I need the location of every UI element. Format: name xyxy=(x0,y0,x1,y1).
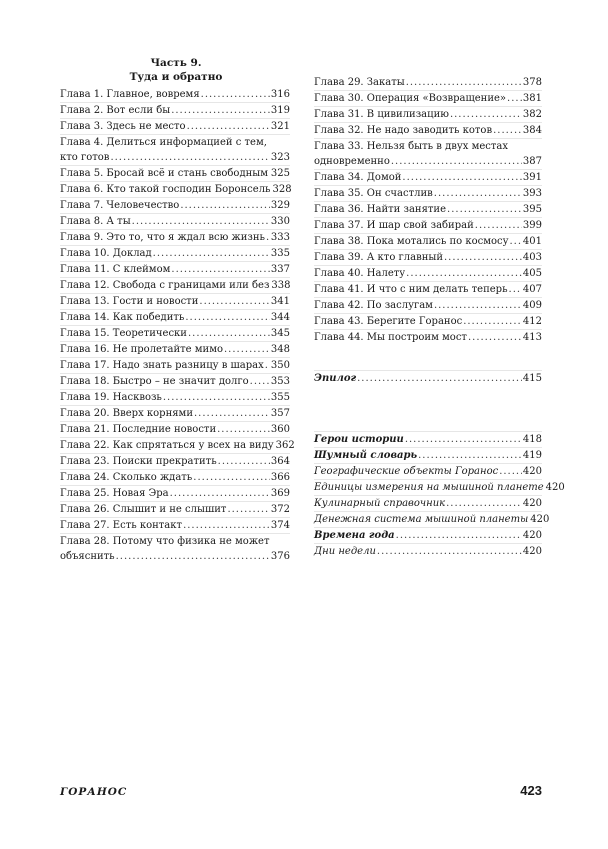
dot-leader xyxy=(185,310,270,325)
entry-title: Глава 36. Найти занятие xyxy=(314,204,447,215)
dot-leader xyxy=(199,294,270,309)
toc-entry xyxy=(60,134,290,165)
toc-entry xyxy=(60,405,290,421)
entry-page: 405 xyxy=(522,268,542,279)
entry-title: Глава 19. Насквозь xyxy=(60,392,162,403)
dot-leader xyxy=(493,123,522,138)
entry-title: Глава 6. Кто такой господин Боронсель xyxy=(60,184,271,195)
entry-title: Кулинарный справочник xyxy=(314,498,446,509)
entry-title: Глава 3. Здесь не место xyxy=(60,121,186,132)
entry-page: 329 xyxy=(270,200,290,211)
entry-title: Глава 27. Есть контакт xyxy=(60,520,183,531)
entry-page: 333 xyxy=(270,232,290,243)
toc-entry xyxy=(314,106,542,122)
dot-leader xyxy=(171,103,270,118)
entry-page: 344 xyxy=(270,312,290,323)
entry-page: 382 xyxy=(522,109,542,120)
entry-title: кто готов xyxy=(60,152,110,163)
entry-page: 372 xyxy=(270,504,290,515)
entry-page: 420 xyxy=(522,530,542,541)
toc-entry xyxy=(60,87,290,102)
dot-leader xyxy=(499,464,522,479)
toc-entry xyxy=(314,75,542,90)
dot-leader xyxy=(180,198,270,213)
toc-entry xyxy=(60,437,295,453)
toc-entry xyxy=(60,197,290,213)
toc-entry xyxy=(60,469,290,485)
entry-page: 420 xyxy=(530,514,550,525)
toc-entry xyxy=(314,495,542,511)
entry-page: 364 xyxy=(270,456,290,467)
toc-entry xyxy=(314,233,542,249)
entry-page: 420 xyxy=(545,482,565,493)
toc-entry xyxy=(60,102,290,118)
dot-leader xyxy=(405,432,522,447)
entry-title: Эпилог xyxy=(314,373,357,384)
toc-entry xyxy=(314,329,542,345)
entry-title: Шумный словарь xyxy=(314,450,418,461)
entry-title: Глава 20. Вверх корнями xyxy=(60,408,193,419)
entry-title: Глава 2. Вот если бы xyxy=(60,105,171,116)
dot-leader xyxy=(163,390,270,405)
spacer xyxy=(314,386,542,431)
toc-entry xyxy=(314,511,550,527)
entry-page: 420 xyxy=(522,498,542,509)
entry-title: одновременно xyxy=(314,156,390,167)
dot-leader xyxy=(377,544,522,559)
entry-title: Дни недели xyxy=(314,546,376,557)
entry-title: Денежная система мышиной планеты xyxy=(314,514,529,525)
entry-title: Глава 25. Новая Эра xyxy=(60,488,169,499)
entry-title: Времена года xyxy=(314,530,395,541)
toc-entry xyxy=(314,169,542,185)
dot-leader xyxy=(463,314,522,329)
entry-page: 387 xyxy=(522,156,542,167)
dot-leader xyxy=(250,374,270,389)
entry-title: Глава 26. Слышит и не слышит xyxy=(60,504,227,515)
dot-leader xyxy=(468,330,522,345)
entry-title: Глава 32. Не надо заводить котов xyxy=(314,125,493,136)
toc-entry xyxy=(60,118,290,134)
entry-title: Глава 1. Главное, вовремя xyxy=(60,89,200,100)
toc-entry xyxy=(314,138,542,169)
entry-title: Глава 30. Операция «Возвращение» xyxy=(314,93,507,104)
dot-leader xyxy=(266,230,270,245)
entry-page: 413 xyxy=(522,332,542,343)
entry-page: 362 xyxy=(275,440,295,451)
entry-page: 345 xyxy=(270,328,290,339)
entry-title: Глава 37. И шар свой забирай xyxy=(314,220,474,231)
entry-title-line: Глава 33. Нельзя быть в двух местах xyxy=(314,141,509,152)
toc-entry xyxy=(314,249,542,265)
entry-title: Глава 7. Человечество xyxy=(60,200,180,211)
entry-page: 393 xyxy=(522,188,542,199)
entry-page: 328 xyxy=(272,184,292,195)
toc-entry xyxy=(60,277,290,293)
entry-page: 401 xyxy=(522,236,542,247)
dot-leader xyxy=(357,371,522,386)
entry-title: Глава 18. Быстро – не значит долго xyxy=(60,376,249,387)
entry-page: 341 xyxy=(270,296,290,307)
entry-title: Глава 17. Надо знать разницу в шарах xyxy=(60,360,264,371)
dot-leader xyxy=(444,250,522,265)
entry-title-continuation xyxy=(60,549,290,564)
toc-entry xyxy=(60,261,290,277)
entry-title: Глава 10. Доклад xyxy=(60,248,152,259)
dot-leader xyxy=(227,502,269,517)
entry-page: 399 xyxy=(522,220,542,231)
entry-title: Глава 23. Поиски прекратить xyxy=(60,456,217,467)
entry-page: 316 xyxy=(270,89,290,100)
entry-title: Глава 14. Как победить xyxy=(60,312,185,323)
toc-entry xyxy=(314,463,542,479)
dot-leader xyxy=(406,266,522,281)
dot-leader xyxy=(110,150,269,165)
toc-right-column xyxy=(314,75,565,559)
dot-leader xyxy=(406,75,522,90)
entry-page: 353 xyxy=(270,376,290,387)
entry-page: 391 xyxy=(522,172,542,183)
toc-entry xyxy=(314,217,542,233)
entry-title: Глава 11. С клеймом xyxy=(60,264,171,275)
entry-title: объяснить xyxy=(60,551,115,562)
entry-page: 403 xyxy=(522,252,542,263)
entry-page: 369 xyxy=(270,488,290,499)
entry-page: 360 xyxy=(270,424,290,435)
entry-page: 376 xyxy=(270,551,290,562)
toc-entry xyxy=(60,357,290,373)
toc-entry xyxy=(314,281,542,297)
dot-leader xyxy=(265,358,270,373)
entry-page: 407 xyxy=(522,284,542,295)
dot-leader xyxy=(509,282,522,297)
toc-entry xyxy=(60,309,290,325)
entry-title: Глава 31. В цивилизацию xyxy=(314,109,449,120)
toc-entry xyxy=(60,421,290,437)
entry-title: Глава 38. Пока мотались по космосу xyxy=(314,236,509,247)
entry-title: Глава 41. И что с ним делать теперь xyxy=(314,284,508,295)
dot-leader xyxy=(507,91,522,106)
dot-leader xyxy=(218,454,270,469)
dot-leader xyxy=(116,549,270,564)
entry-page: 384 xyxy=(522,125,542,136)
entry-title: Глава 35. Он счастлив xyxy=(314,188,433,199)
toc-entry xyxy=(60,181,290,197)
entry-page: 325 xyxy=(270,168,290,179)
toc-entry xyxy=(60,517,290,533)
part-number: Часть 9. xyxy=(150,57,202,69)
entry-page: 395 xyxy=(522,204,542,215)
dot-leader xyxy=(447,202,522,217)
entry-title: Глава 13. Гости и новости xyxy=(60,296,199,307)
entry-title: Глава 22. Как спрятаться у всех на виду xyxy=(60,440,274,451)
entry-title: Глава 5. Бросай всё и стань свободным xyxy=(60,168,269,179)
entry-title: Глава 12. Свобода с границами или без xyxy=(60,280,270,291)
dot-leader xyxy=(193,470,270,485)
toc-entry xyxy=(314,527,542,543)
toc-entry xyxy=(314,185,542,201)
toc-entry xyxy=(314,543,542,559)
toc-left-column xyxy=(60,87,295,564)
dot-leader xyxy=(217,422,270,437)
toc-entry xyxy=(314,313,542,329)
entry-page: 338 xyxy=(271,280,291,291)
entry-page: 321 xyxy=(270,121,290,132)
entry-title: Глава 16. Не пролетайте мимо xyxy=(60,344,223,355)
entry-title: Единицы измерения на мышиной планете xyxy=(314,482,544,493)
toc-entry xyxy=(60,293,290,309)
dot-leader xyxy=(402,170,522,185)
toc-entry xyxy=(314,265,542,281)
entry-title: Глава 44. Мы построим мост xyxy=(314,332,467,343)
dot-leader xyxy=(153,246,270,261)
dot-leader xyxy=(396,528,522,543)
entry-title: Герои истории xyxy=(314,434,404,445)
toc-entry xyxy=(314,431,542,447)
toc-entry xyxy=(60,533,290,564)
entry-title: Географические объекты Горанос xyxy=(314,466,499,477)
dot-leader xyxy=(224,342,270,357)
toc-entry xyxy=(314,370,542,386)
toc-entry xyxy=(60,245,290,261)
toc-entry xyxy=(314,122,542,138)
entry-page: 357 xyxy=(270,408,290,419)
entry-title-line: Глава 4. Делиться информацией с тем, xyxy=(60,137,267,148)
toc-entry xyxy=(314,479,565,495)
entry-page: 348 xyxy=(270,344,290,355)
dot-leader xyxy=(509,234,521,249)
entry-page: 335 xyxy=(270,248,290,259)
entry-page: 409 xyxy=(522,300,542,311)
entry-page: 350 xyxy=(270,360,290,371)
dot-leader xyxy=(434,186,522,201)
toc-entry xyxy=(314,90,542,106)
entry-page: 419 xyxy=(522,450,542,461)
dot-leader xyxy=(183,518,270,533)
entry-title-line: Глава 28. Потому что физика не может xyxy=(60,536,270,547)
toc-entry xyxy=(314,201,542,217)
entry-title-continuation xyxy=(60,150,290,165)
entry-page: 366 xyxy=(270,472,290,483)
dot-leader xyxy=(171,262,270,277)
entry-title: Глава 8. А ты xyxy=(60,216,131,227)
entry-page: 381 xyxy=(522,93,542,104)
entry-page: 337 xyxy=(270,264,290,275)
entry-title: Глава 29. Закаты xyxy=(314,77,405,88)
entry-page: 323 xyxy=(270,152,290,163)
entry-page: 330 xyxy=(270,216,290,227)
dot-leader xyxy=(201,87,270,102)
entry-title: Глава 15. Теоретически xyxy=(60,328,187,339)
entry-page: 418 xyxy=(522,434,542,445)
entry-title: Глава 42. По заслугам xyxy=(314,300,433,311)
toc-entry xyxy=(60,389,290,405)
entry-page: 415 xyxy=(522,373,542,384)
dot-leader xyxy=(187,119,270,134)
toc-entry xyxy=(60,213,290,229)
dot-leader xyxy=(132,214,270,229)
toc-entry xyxy=(60,325,290,341)
dot-leader xyxy=(434,298,522,313)
toc-entry xyxy=(60,373,290,389)
dot-leader xyxy=(194,406,270,421)
toc-entry xyxy=(314,447,542,463)
toc-entry xyxy=(60,501,290,517)
dot-leader xyxy=(269,166,270,181)
entry-page: 355 xyxy=(270,392,290,403)
toc-entry xyxy=(60,485,290,501)
entry-title: Глава 34. Домой xyxy=(314,172,402,183)
dot-leader xyxy=(391,154,522,169)
book-logo: ГОРАНОС xyxy=(60,786,128,798)
entry-page: 319 xyxy=(270,105,290,116)
entry-page: 374 xyxy=(270,520,290,531)
dot-leader xyxy=(418,448,522,463)
entry-title: Глава 43. Берегите Горанос xyxy=(314,316,463,327)
entry-title: Глава 21. Последние новости xyxy=(60,424,217,435)
dot-leader xyxy=(450,107,522,122)
entry-title: Глава 40. Налету xyxy=(314,268,406,279)
entry-title: Глава 39. А кто главный xyxy=(314,252,443,263)
toc-entry xyxy=(60,165,290,181)
toc-entry xyxy=(314,297,542,313)
dot-leader xyxy=(475,218,522,233)
entry-page: 420 xyxy=(522,466,542,477)
page-number: 423 xyxy=(520,783,542,798)
toc-entry xyxy=(60,229,290,245)
dot-leader xyxy=(446,496,522,511)
entry-page: 378 xyxy=(522,77,542,88)
toc-entry xyxy=(60,453,290,469)
part-heading xyxy=(60,56,292,84)
spacer xyxy=(314,345,542,370)
entry-title: Глава 24. Сколько ждать xyxy=(60,472,193,483)
entry-title-continuation xyxy=(314,154,542,169)
entry-page: 412 xyxy=(522,316,542,327)
part-title: Туда и обратно xyxy=(129,71,223,83)
dot-leader xyxy=(170,486,270,501)
dot-leader xyxy=(188,326,270,341)
toc-entry xyxy=(60,341,290,357)
entry-page: 420 xyxy=(522,546,542,557)
entry-title: Глава 9. Это то, что я ждал всю жизнь xyxy=(60,232,265,243)
